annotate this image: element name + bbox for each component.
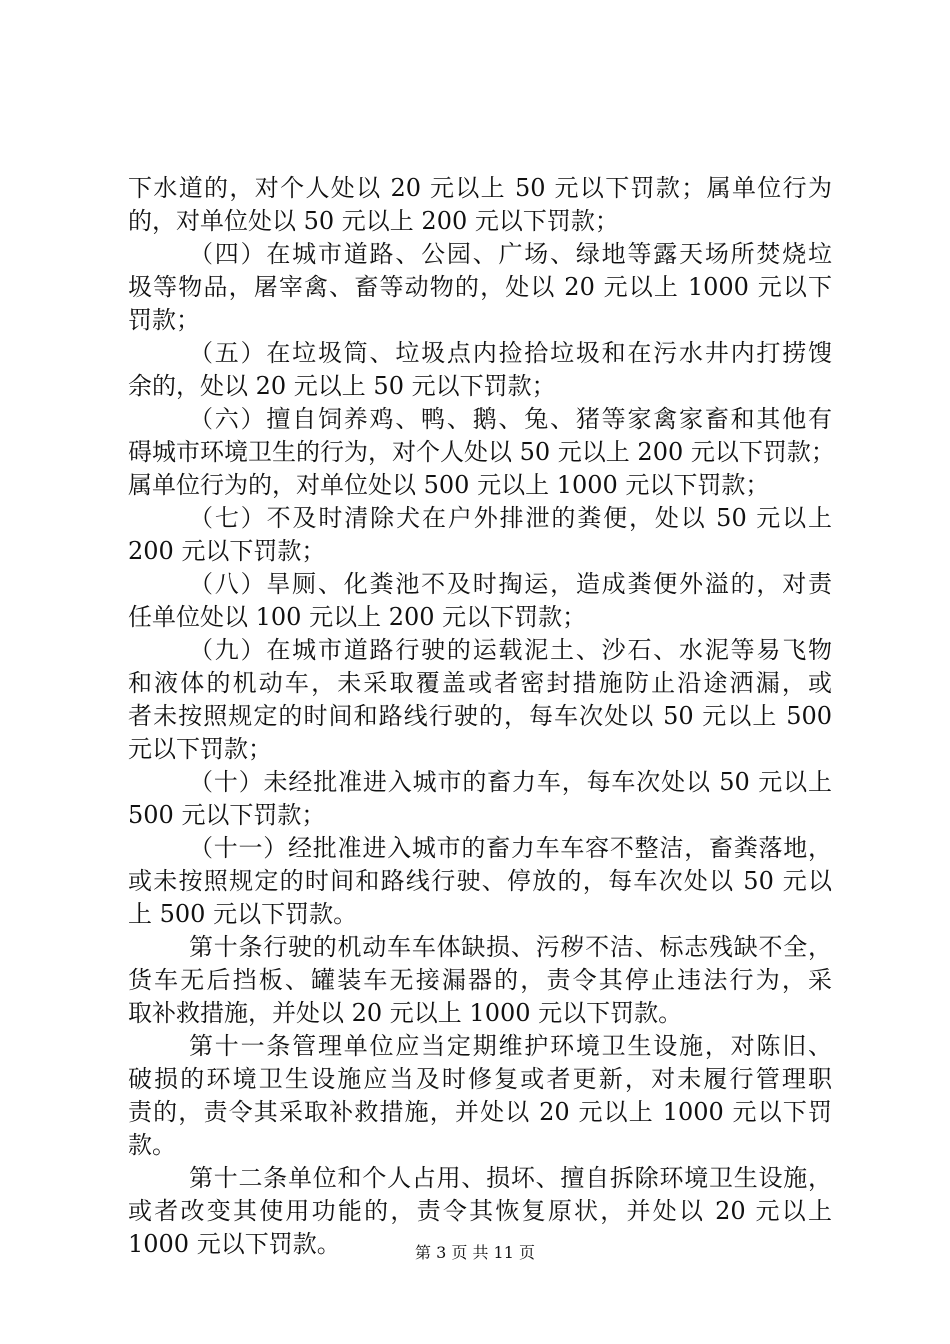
text-line: 或者改变其使用功能的，责令其恢复原状，并处以 20 元以上: [128, 1197, 832, 1225]
page-number-footer: 第 3 页 共 11 页: [415, 1243, 535, 1262]
text-line: 500 元以下罚款；: [128, 801, 326, 829]
text-line: 圾等物品，屠宰禽、畜等动物的，处以 20 元以上 1000 元以下: [128, 273, 832, 301]
text-line: 第十一条管理单位应当定期维护环境卫生设施，对陈旧、: [189, 1032, 832, 1060]
text-line: 属单位行为的，对单位处以 500 元以上 1000 元以下罚款；: [128, 471, 770, 499]
text-line: 上 500 元以下罚款。: [128, 900, 358, 928]
text-line: 取补救措施，并处以 20 元以上 1000 元以下罚款。: [128, 999, 683, 1027]
text-line: 和液体的机动车，未采取覆盖或者密封措施防止沿途洒漏，或: [128, 669, 832, 697]
text-line: 者未按照规定的时间和路线行驶的，每车次处以 50 元以上 500: [128, 702, 832, 730]
text-line: 200 元以下罚款；: [128, 537, 326, 565]
text-line: 的，对单位处以 50 元以上 200 元以下罚款；: [128, 207, 619, 235]
text-line: 第十二条单位和个人占用、损坏、擅自拆除环境卫生设施，: [189, 1164, 832, 1192]
text-line: （十）未经批准进入城市的畜力车，每车次处以 50 元以上: [189, 768, 832, 796]
text-line: 余的，处以 20 元以上 50 元以下罚款；: [128, 372, 556, 400]
text-line: 破损的环境卫生设施应当及时修复或者更新，对未履行管理职: [128, 1065, 832, 1093]
text-line: （四）在城市道路、公园、广场、绿地等露天场所焚烧垃: [189, 240, 832, 268]
text-line: （六）擅自饲养鸡、鸭、鹅、兔、猪等家禽家畜和其他有: [189, 405, 832, 433]
text-line: 或未按照规定的时间和路线行驶、停放的，每车次处以 50 元以: [128, 867, 832, 895]
text-line: （七）不及时清除犬在户外排泄的粪便，处以 50 元以上: [189, 504, 832, 532]
text-line: 款。: [128, 1131, 176, 1159]
document-body: [128, 172, 835, 1261]
text-line: 元以下罚款；: [128, 735, 272, 763]
text-line: 第十条行驶的机动车车体缺损、污秽不洁、标志残缺不全，: [189, 933, 832, 961]
text-line: 罚款；: [128, 306, 200, 334]
text-line: 碍城市环境卫生的行为，对个人处以 50 元以上 200 元以下罚款；: [128, 438, 835, 466]
text-line: （十一）经批准进入城市的畜力车车容不整洁，畜粪落地，: [189, 834, 832, 862]
text-line: 下水道的，对个人处以 20 元以上 50 元以下罚款；属单位行为: [128, 174, 832, 202]
text-line: 货车无后挡板、罐装车无接漏器的，责令其停止违法行为，采: [128, 966, 832, 994]
text-line: （五）在垃圾筒、垃圾点内捡拾垃圾和在污水井内打捞馊: [189, 339, 832, 367]
text-line: 1000 元以下罚款。: [128, 1230, 341, 1258]
text-line: 任单位处以 100 元以上 200 元以下罚款；: [128, 603, 587, 631]
text-line: （九）在城市道路行驶的运载泥土、沙石、水泥等易飞物: [189, 636, 832, 664]
text-line: 责的，责令其采取补救措施，并处以 20 元以上 1000 元以下罚: [128, 1098, 832, 1126]
text-line: （八）旱厕、化粪池不及时掏运，造成粪便外溢的，对责: [189, 570, 832, 598]
